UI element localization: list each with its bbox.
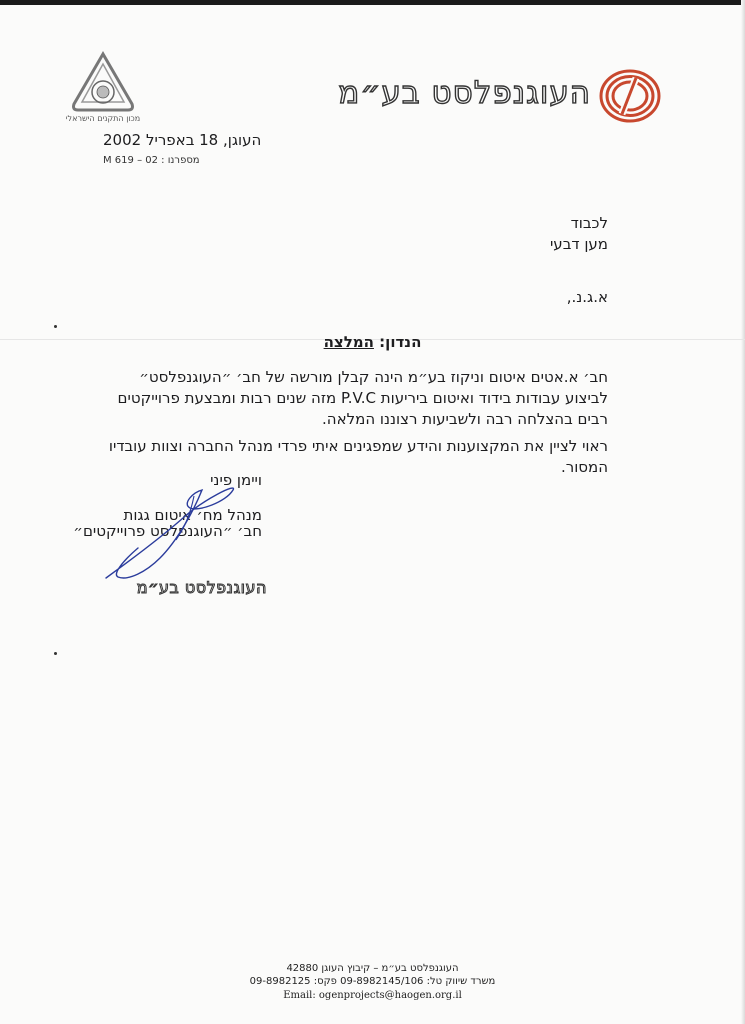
- body-paragraph-1: חב׳ א.אטים איטום וניקוז בע״מ הינה קבלן מורשה של חב׳ ״העוגנפלסט״ לביצוע עבודות בידוד ואיטום ביריעות P.V.C מזה שנים רבות ומבצעת פרוייקטים רבים בהצלחה רבה ולשביעות רצוננו המלאה.: [117, 368, 608, 428]
- sii-caption: מכון התקנים הישראלי: [65, 114, 141, 123]
- footer-phone: משרד שיווק טל: 09-8982145/106 פקס: 09-8982125: [249, 976, 496, 987]
- reference-number: M 619 – 02 : מספרנו: [103, 155, 200, 166]
- subject-title: המלצה: [323, 333, 374, 351]
- body-paragraph-2: ראוי לציין את המקצוענות והידע שמפגינים איתי פרדי מנהל החברה וצוות עובדיו המסור.: [108, 437, 608, 476]
- handwritten-signature: [98, 480, 243, 585]
- signer-company: חב׳ ״העוגנפלסט פרוייקטים״: [73, 522, 262, 540]
- top-edge: [0, 0, 745, 5]
- paper-speck: [54, 325, 57, 328]
- paper-speck: [54, 652, 57, 655]
- subject-label: הנדון:: [379, 333, 422, 351]
- haogenplast-logo-icon: [598, 68, 662, 124]
- subject-line: [0, 333, 745, 351]
- signer-title: מנהל מח׳ איטום גגות: [123, 506, 262, 524]
- footer-address: העוגנפלסט בע״מ – קיבוץ העוגן 42880: [286, 963, 459, 974]
- recipient-name: מען דבעי: [549, 235, 608, 253]
- footer-email: Email: ogenprojects@haogen.org.il: [283, 990, 462, 1001]
- letter-date: העוגן, 18 באפריל 2002: [103, 131, 262, 149]
- company-stamp: העוגנפלסט בע״מ: [136, 578, 267, 597]
- signer-name: ויימן פיני: [210, 471, 262, 489]
- recipient-salutation: לכבוד: [570, 214, 608, 232]
- company-name-logotype: העוגנפלסט בע״מ: [338, 75, 591, 111]
- page-edge-shadow: [741, 0, 745, 1024]
- greeting: א.ג.נ.,: [566, 288, 608, 306]
